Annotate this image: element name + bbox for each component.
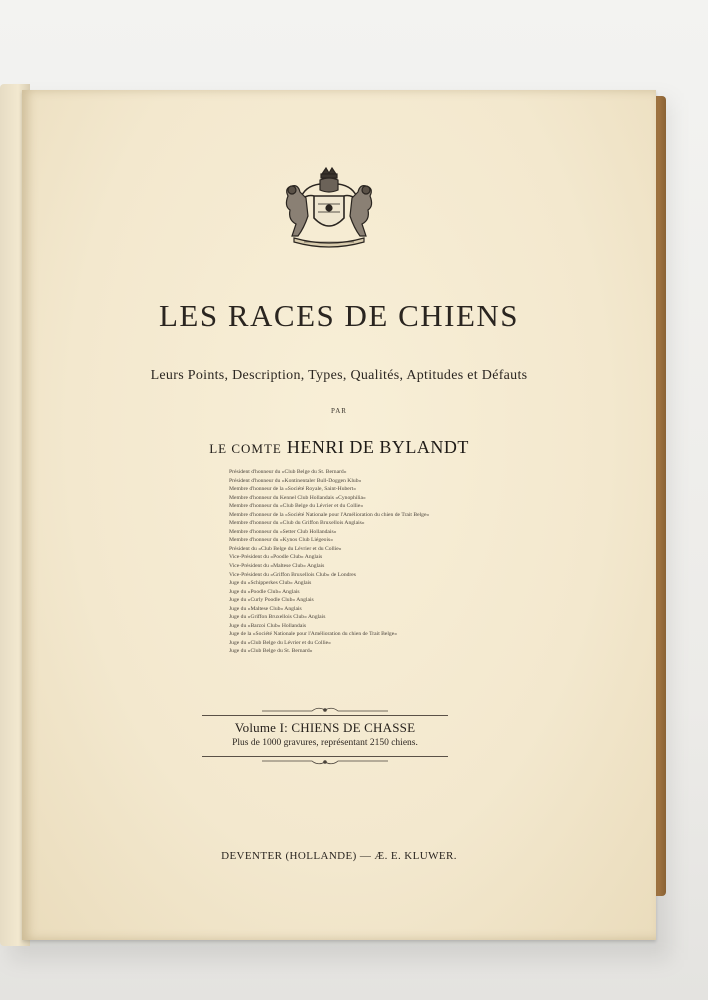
list-item: Juge du «Barzoi Club» Hollandais — [229, 622, 307, 629]
list-item: Juge de la «Société Nationale pour l'Amélioration du chien de Trait Belge» — [229, 631, 398, 638]
list-item: Président d'honneur du «Kontinentaler Bull-Doggen Klub» — [229, 477, 362, 484]
book-subtitle: Leurs Points, Description, Types, Qualités, Aptitudes et Défauts — [150, 368, 528, 383]
list-item: Président d'honneur du «Club Belge du St. Bernard» — [229, 469, 347, 475]
title-page — [22, 90, 656, 940]
list-item: Juge du «Club Belge du St. Bernard» — [229, 648, 313, 655]
honorary-titles-list — [229, 468, 549, 656]
list-item: Juge du «Poodle Club» Anglais — [229, 588, 300, 595]
list-item: Président du «Club Belge du Lévrier et du Collie» — [229, 545, 342, 552]
list-item: Vice-Président du «Maltese Club» Anglais — [229, 563, 325, 570]
list-item: Vice-Président du «Griffon Bruxellois Club» de Londres — [229, 571, 356, 578]
author-line — [22, 437, 656, 458]
author-name: HENRI DE BYLANDT — [286, 437, 469, 457]
list-item: Juge du «Club Belge du Lévrier et du Collie» — [229, 639, 331, 646]
par-label: PAR — [331, 407, 347, 415]
list-item: Juge du «Curly Poodle Club» Anglais — [229, 597, 314, 604]
volume-subtitle: Plus de 1000 gravures, représentant 2150 chiens. — [232, 738, 418, 748]
ornament-top-icon — [262, 706, 388, 714]
list-item: Membre d'honneur du «Club du Griffon Bruxellois Anglais» — [229, 520, 365, 527]
list-item: Membre d'honneur du «Setter Club Hollandais» — [229, 528, 337, 535]
author-prefix: LE COMTE — [209, 441, 282, 456]
bottom-rule — [202, 756, 448, 757]
list-item: Juge du «Griffon Bruxellois Club» Anglais — [229, 614, 326, 621]
coat-of-arms-icon — [274, 166, 384, 252]
top-rule — [202, 715, 448, 716]
book-title: LES RACES DE CHIENS — [158, 298, 520, 333]
list-item: Membre d'honneur du Kennel Club Hollandais «Cynophilia» — [229, 494, 366, 501]
list-item: Membre d'honneur de la «Société Nationale pour l'Amélioration du chien de Trait Belge» — [229, 511, 430, 518]
list-item: Juge du «Schipperkes Club» Anglais — [229, 580, 312, 587]
list-item: Vice-Président du «Poodle Club» Anglais — [229, 554, 323, 561]
list-item: Membre d'honneur de la «Société Royale, Saint-Hubert» — [229, 486, 356, 493]
list-item: Juge du «Maltese Club» Anglais — [229, 605, 302, 612]
volume-title: Volume I: CHIENS DE CHASSE — [234, 720, 416, 735]
publisher-line: DEVENTER (HOLLANDE) — Æ. E. KLUWER. — [221, 850, 457, 862]
list-item: Membre d'honneur du «Club Belge du Lévrier et du Collie» — [229, 503, 364, 510]
list-item: Membre d'honneur du «Kynos Club Liégeois» — [229, 537, 334, 544]
volume-block — [202, 700, 448, 770]
ornament-bottom-icon — [262, 758, 388, 766]
